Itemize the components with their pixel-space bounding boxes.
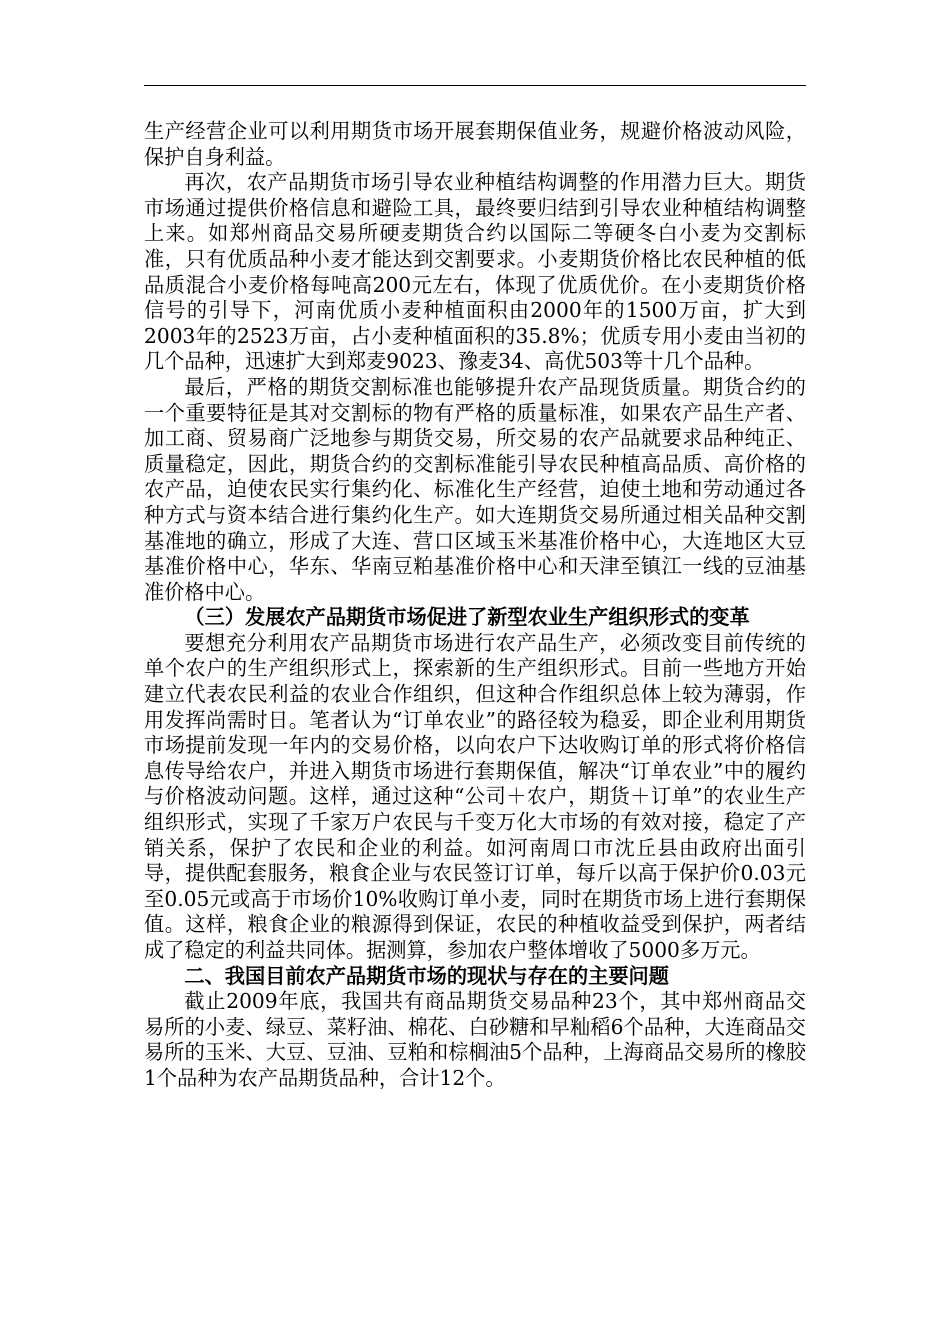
section-heading-3: （三）发展农产品期货市场促进了新型农业生产组织形式的变革 xyxy=(184,605,750,630)
section-heading-2: 二、我国目前农产品期货市场的现状与存在的主要问题 xyxy=(184,963,669,988)
paragraph-5: 截止2009年底，我国共有商品期货交易品种23个，其中郑州商品交易所的小麦、绿豆、菜籽油、棉花、白砂糖和早籼稻6个品种，大连商品交易所的玉米、大豆、豆油、豆粕和棕榈油5个品种，上海商品交易所的橡胶1个品种为农产品期货品种，合计12个。 xyxy=(144,989,806,1090)
paragraph-2: 再次，农产品期货市场引导农业种植结构调整的作用潜力巨大。期货市场通过提供价格信息和避险工具，最终要归结到引导农业种植结构调整上来。如郑州商品交易所硬麦期货合约以国际二等硬冬白小麦为交割标准，只有优质品种小麦才能达到交割要求。小麦期货价格比农民种植的低品质混合小麦价格每吨高200元左右，体现了优质优价。在小麦期货价格信号的引导下，河南优质小麦种植面积由2000年的1500万亩，扩大到2003年的2523万亩，占小麦种植面积的35.8%；优质专用小麦由当初的几个品种，迅速扩大到郑麦9023、豫麦34、高优503等十几个品种。 xyxy=(144,170,806,374)
paragraph-1: 生产经营企业可以利用期货市场开展套期保值业务，规避价格波动风险，保护自身利益。 xyxy=(144,119,806,169)
paragraph-3: 最后，严格的期货交割标准也能够提升农产品现货质量。期货合约的一个重要特征是其对交割标的物有严格的质量标准，如果农产品生产者、加工商、贸易商广泛地参与期货交易，所交易的农产品就要求品种纯正、质量稳定，因此，期货合约的交割标准能引导农民种植高品质、高价格的农产品，迫使农民实行集约化、标准化生产经营，迫使土地和劳动通过各种方式与资本结合进行集约化生产。如大连期货交易所通过相关品种交割基准地的确立，形成了大连、营口区域玉米基准价格中心，大连地区大豆基准价格中心，华东、华南豆粕基准价格中心和天津至镇江一线的豆油基准价格中心。 xyxy=(144,374,806,604)
header-rule xyxy=(144,85,806,86)
paragraph-4: 要想充分利用农产品期货市场进行农产品生产，必须改变目前传统的单个农户的生产组织形式上，探索新的生产组织形式。目前一些地方开始建立代表农民利益的农业合作组织，但这种合作组织总体上较为薄弱，作用发挥尚需时日。笔者认为“订单农业”的路径较为稳妥，即企业利用期货市场提前发现一年内的交易价格，以向农户下达收购订单的形式将价格信息传导给农户，并进入期货市场进行套期保值，解决“订单农业”中的履约与价格波动问题。这样，通过这种“公司＋农户，期货＋订单”的农业生产组织形式，实现了千家万户农民与千变万化大市场的有效对接，稳定了产销关系，保护了农民和企业的利益。如河南周口市沈丘县由政府出面引导，提供配套服务，粮食企业与农民签订订单，每斤以高于保护价0.03元至0.05元或高于市场价10%收购订单小麦，同时在期货市场上进行套期保值。这样，粮食企业的粮源得到保证，农民的种植收益受到保护，两者结成了稳定的利益共同体。据测算，参加农户整体增收了5000多万元。 xyxy=(144,630,806,962)
document-body xyxy=(144,119,806,1092)
